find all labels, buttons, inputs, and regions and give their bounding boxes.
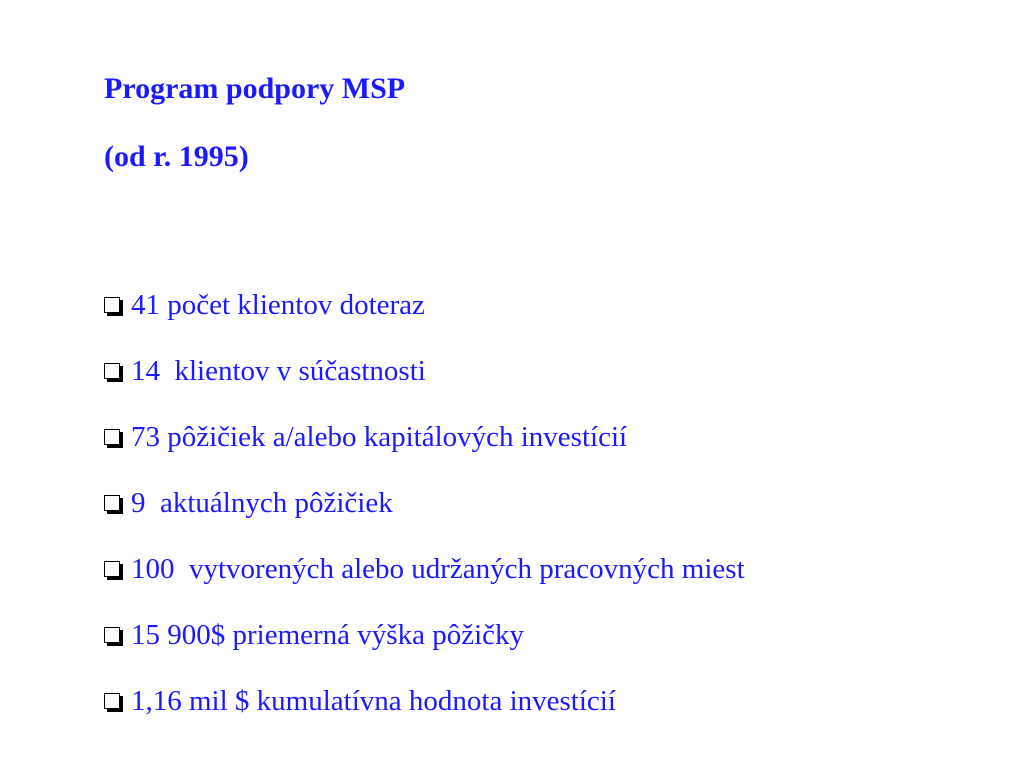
slide-subtitle: (od r. 1995)	[104, 140, 249, 173]
list-item	[104, 272, 745, 338]
checkbox-square-icon	[104, 495, 122, 513]
checkbox-square-icon	[104, 561, 122, 579]
list-item-text: 14 klientov v súčastnosti	[131, 355, 426, 387]
list-item-text: 15 900$ priemerná výška pôžičky	[131, 619, 525, 651]
list-item-text: 9 aktuálnych pôžičiek	[131, 487, 393, 519]
list-item	[104, 470, 745, 536]
list-item-text: 100 vytvorených alebo udržaných pracovných miest	[131, 553, 745, 585]
list-item-text: 1,16 mil $ kumulatívna hodnota investícií	[131, 685, 616, 717]
list-item	[104, 668, 745, 734]
bullet-list	[104, 272, 745, 734]
list-item	[104, 536, 745, 602]
list-item	[104, 338, 745, 404]
checkbox-square-icon	[104, 363, 122, 381]
checkbox-square-icon	[104, 693, 122, 711]
checkbox-square-icon	[104, 297, 122, 315]
list-item	[104, 602, 745, 668]
list-item-text: 41 počet klientov doteraz	[131, 289, 425, 321]
list-item-text: 73 pôžičiek a/alebo kapitálových investícií	[131, 421, 628, 453]
list-item	[104, 404, 745, 470]
checkbox-square-icon	[104, 627, 122, 645]
checkbox-square-icon	[104, 429, 122, 447]
slide-title: Program podpory MSP	[104, 72, 406, 105]
